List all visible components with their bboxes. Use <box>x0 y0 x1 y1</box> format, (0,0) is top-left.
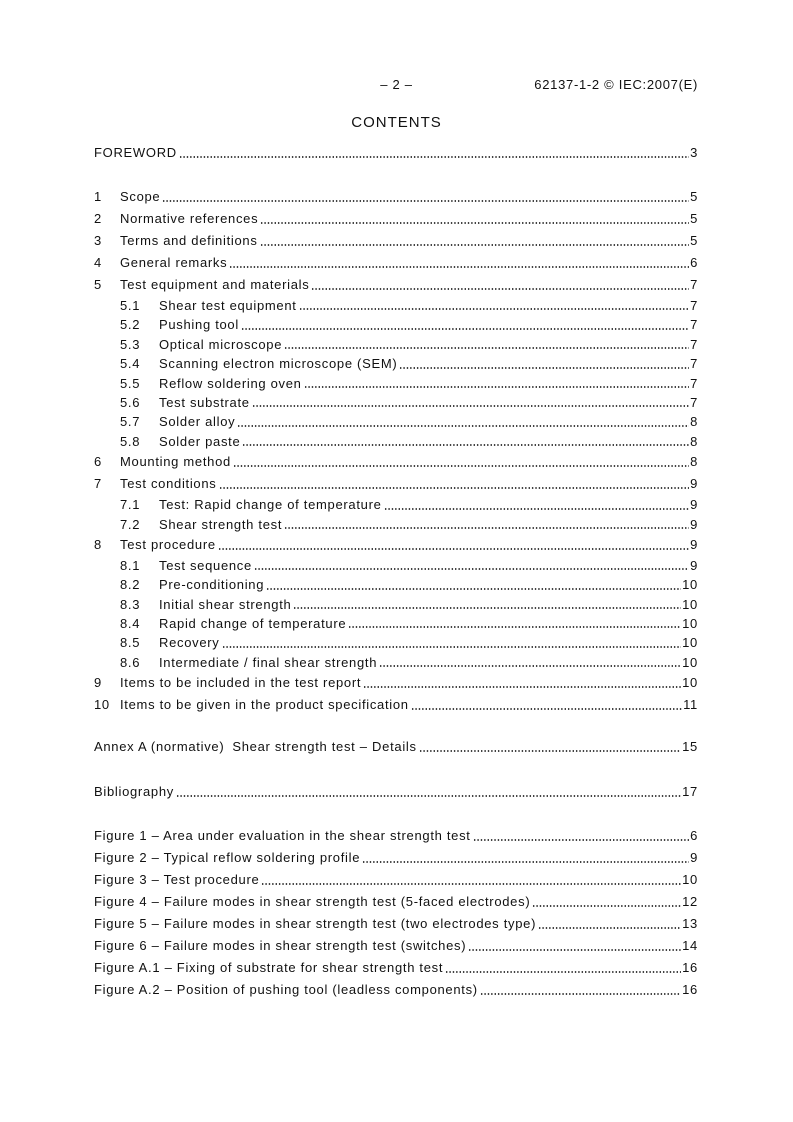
subclause-page: 7 <box>690 336 698 352</box>
toc-entry-clause-8 <box>94 534 698 556</box>
figure-title: Figure A.2 – Position of pushing tool (leadless components) <box>94 982 478 997</box>
subclause-page: 9 <box>690 497 698 513</box>
clause-page: 5 <box>690 233 698 248</box>
dot-leader <box>293 595 681 614</box>
clause-title: Scope <box>120 189 161 204</box>
toc-entry-clause-5-8 <box>94 432 698 451</box>
toc-entry-clause-5-1 <box>94 296 698 315</box>
toc-entry-clause-3 <box>94 230 698 252</box>
toc-entry-bibliography <box>94 781 698 803</box>
toc-entry-figure-6 <box>94 935 698 957</box>
subclause-number: 5.8 <box>120 433 141 449</box>
dot-leader <box>311 274 689 296</box>
subclause-page: 10 <box>682 596 698 612</box>
clause-title: Items to be given in the product specification <box>120 697 409 713</box>
toc-bibliography-block <box>94 781 698 803</box>
dot-leader <box>532 891 681 913</box>
dot-leader <box>480 979 681 1001</box>
toc-entry-figure-1 <box>94 825 698 847</box>
clause-number: 4 <box>94 255 102 270</box>
subclause-title: Initial shear strength <box>159 596 292 612</box>
figure-title: Figure 2 – Typical reflow soldering profile <box>94 850 361 865</box>
clause-page: 9 <box>690 536 698 552</box>
toc-clauses-block <box>94 186 698 716</box>
toc-entry-clause-4 <box>94 252 698 274</box>
clause-title: Normative references <box>120 211 259 226</box>
toc-entry-figure-a1 <box>94 957 698 979</box>
clause-page: 5 <box>690 211 698 226</box>
toc-entry-foreword <box>94 142 698 164</box>
dot-leader <box>252 393 689 412</box>
subclause-title: Test substrate <box>159 394 250 410</box>
clause-number: 3 <box>94 233 102 248</box>
subclause-number: 5.6 <box>120 394 141 410</box>
dot-leader <box>284 515 689 534</box>
subclause-page: 8 <box>690 414 698 430</box>
dot-leader <box>242 432 689 451</box>
subclause-page: 7 <box>690 356 698 372</box>
dot-leader <box>445 957 681 979</box>
dot-leader <box>241 315 689 334</box>
figure-title: Figure A.1 – Fixing of substrate for shear strength test <box>94 960 444 975</box>
clause-number: 2 <box>94 211 102 226</box>
toc-entry-clause-2 <box>94 208 698 230</box>
toc-entry-clause-1 <box>94 186 698 208</box>
toc-entry-clause-8-2 <box>94 575 698 594</box>
document-reference: 62137-1-2 © IEC:2007(E) <box>534 77 698 92</box>
toc-entry-clause-5-2 <box>94 315 698 334</box>
entry-page: 3 <box>690 145 698 160</box>
subclause-page: 10 <box>682 654 698 670</box>
dot-leader <box>261 869 681 891</box>
clause-title: Test conditions <box>120 476 217 492</box>
figure-page: 12 <box>682 894 698 909</box>
subclause-title: Intermediate / final shear strength <box>159 654 378 670</box>
subclause-title: Solder alloy <box>159 414 236 430</box>
subclause-page: 9 <box>690 557 698 573</box>
bibliography-title: Bibliography <box>94 784 174 799</box>
toc-entry-clause-6 <box>94 451 698 473</box>
clause-title: Test equipment and materials <box>120 277 310 292</box>
dot-leader <box>473 825 689 847</box>
toc-entry-clause-8-5 <box>94 633 698 652</box>
figure-page: 16 <box>682 960 698 975</box>
subclause-title: Test sequence <box>159 557 252 573</box>
subclause-number: 8.5 <box>120 635 141 651</box>
subclause-title: Shear test equipment <box>159 298 297 313</box>
subclause-page: 10 <box>682 577 698 593</box>
subclause-number: 5.4 <box>120 356 141 372</box>
subclause-page: 7 <box>690 394 698 410</box>
dot-leader <box>162 186 689 208</box>
toc-entry-clause-5 <box>94 274 698 296</box>
subclause-title: Recovery <box>159 635 220 651</box>
toc-entry-clause-5-5 <box>94 374 698 393</box>
dot-leader <box>299 296 689 315</box>
dot-leader <box>284 335 689 354</box>
toc-entry-figure-3 <box>94 869 698 891</box>
toc-entry-clause-9 <box>94 672 698 694</box>
clause-title: General remarks <box>120 255 228 270</box>
subclause-page: 10 <box>682 616 698 632</box>
dot-leader <box>399 354 689 373</box>
toc-entry-clause-7 <box>94 473 698 495</box>
toc-entry-clause-8-1 <box>94 556 698 575</box>
clause-title: Test procedure <box>120 536 216 552</box>
clause-number: 6 <box>94 454 102 470</box>
subclause-title: Optical microscope <box>159 336 283 352</box>
subclause-number: 8.3 <box>120 596 141 612</box>
dot-leader <box>362 847 689 869</box>
subclause-number: 5.2 <box>120 317 141 333</box>
subclause-title: Scanning electron microscope (SEM) <box>159 356 398 372</box>
dot-leader <box>222 633 682 652</box>
toc-entry-annex-a <box>94 736 698 758</box>
clause-page: 10 <box>682 675 698 691</box>
toc-entry-clause-10 <box>94 694 698 716</box>
dot-leader <box>363 672 681 694</box>
toc-entry-clause-5-7 <box>94 412 698 431</box>
contents-title: CONTENTS <box>351 114 442 131</box>
subclause-title: Shear strength test <box>159 516 283 532</box>
clause-page: 6 <box>690 255 698 270</box>
page-label: – 2 – <box>380 77 413 92</box>
dot-leader <box>304 374 689 393</box>
subclause-number: 5.1 <box>120 298 141 313</box>
clause-number: 9 <box>94 675 102 691</box>
figure-title: Figure 1 – Area under evaluation in the shear strength test <box>94 828 471 843</box>
subclause-page: 9 <box>690 516 698 532</box>
toc-entry-figure-a2 <box>94 979 698 1001</box>
toc-entry-clause-8-6 <box>94 653 698 672</box>
dot-leader <box>538 913 681 935</box>
dot-leader <box>419 736 681 758</box>
dot-leader <box>468 935 681 957</box>
figure-title: Figure 6 – Failure modes in shear strength test (switches) <box>94 938 467 953</box>
toc-entry-clause-5-4 <box>94 354 698 373</box>
dot-leader <box>254 556 689 575</box>
toc-annex-block <box>94 736 698 758</box>
bibliography-page: 17 <box>682 784 698 799</box>
subclause-page: 7 <box>690 298 698 313</box>
subclause-title: Reflow soldering oven <box>159 375 302 391</box>
clause-number: 8 <box>94 536 102 552</box>
dot-leader <box>229 252 689 274</box>
subclause-page: 10 <box>682 635 698 651</box>
toc-entry-clause-7-2 <box>94 515 698 534</box>
figure-page: 9 <box>690 850 698 865</box>
clause-number: 1 <box>94 189 102 204</box>
toc-entry-figure-2 <box>94 847 698 869</box>
figure-title: Figure 4 – Failure modes in shear strength test (5-faced electrodes) <box>94 894 531 909</box>
figure-page: 14 <box>682 938 698 953</box>
toc-entry-figure-4 <box>94 891 698 913</box>
figure-page: 13 <box>682 916 698 931</box>
figure-title: Figure 3 – Test procedure <box>94 872 260 887</box>
clause-page: 7 <box>690 277 698 292</box>
dot-leader <box>176 781 681 803</box>
clause-title: Mounting method <box>120 454 231 470</box>
clause-number: 5 <box>94 277 102 292</box>
dot-leader <box>237 412 689 431</box>
subclause-page: 8 <box>690 433 698 449</box>
toc-figures-block <box>94 825 698 1001</box>
subclause-title: Test: Rapid change of temperature <box>159 497 382 513</box>
subclause-number: 7.2 <box>120 516 141 532</box>
dot-leader <box>379 653 681 672</box>
dot-leader <box>266 575 681 594</box>
figure-page: 6 <box>690 828 698 843</box>
toc-foreword-block <box>94 142 698 164</box>
toc-entry-clause-8-3 <box>94 595 698 614</box>
annex-page: 15 <box>682 739 698 754</box>
dot-leader <box>219 473 690 495</box>
subclause-number: 8.2 <box>120 577 141 593</box>
subclause-number: 5.3 <box>120 336 141 352</box>
dot-leader <box>179 142 689 164</box>
clause-page: 8 <box>690 454 698 470</box>
toc-entry-clause-7-1 <box>94 495 698 514</box>
subclause-title: Solder paste <box>159 433 241 449</box>
clause-number: 10 <box>94 697 110 713</box>
toc-entry-clause-5-6 <box>94 393 698 412</box>
subclause-page: 7 <box>690 317 698 333</box>
toc-entry-clause-8-4 <box>94 614 698 633</box>
subclause-number: 5.5 <box>120 375 141 391</box>
clause-page: 5 <box>690 189 698 204</box>
figure-page: 10 <box>682 872 698 887</box>
dot-leader <box>348 614 681 633</box>
figure-title: Figure 5 – Failure modes in shear strength test (two electrodes type) <box>94 916 537 931</box>
dot-leader <box>411 694 682 716</box>
subclause-number: 8.4 <box>120 616 141 632</box>
entry-title: FOREWORD <box>94 145 177 160</box>
subclause-number: 7.1 <box>120 497 141 513</box>
annex-title: Shear strength test – Details <box>232 739 417 754</box>
dot-leader <box>260 208 689 230</box>
toc-entry-figure-5 <box>94 913 698 935</box>
subclause-title: Pre-conditioning <box>159 577 265 593</box>
clause-title: Terms and definitions <box>120 233 258 248</box>
subclause-page: 7 <box>690 375 698 391</box>
figure-page: 16 <box>682 982 698 997</box>
clause-page: 11 <box>683 697 698 713</box>
dot-leader <box>233 451 689 473</box>
dot-leader <box>218 534 689 556</box>
clause-number: 7 <box>94 476 102 492</box>
clause-title: Items to be included in the test report <box>120 675 362 691</box>
annex-label: Annex A (normative) <box>94 739 225 754</box>
dot-leader <box>384 495 690 514</box>
subclause-number: 8.6 <box>120 654 141 670</box>
subclause-number: 5.7 <box>120 414 141 430</box>
subclause-title: Rapid change of temperature <box>159 616 347 632</box>
subclause-title: Pushing tool <box>159 317 239 333</box>
dot-leader <box>260 230 690 252</box>
clause-page: 9 <box>690 476 698 492</box>
toc-entry-clause-5-3 <box>94 335 698 354</box>
subclause-number: 8.1 <box>120 557 141 573</box>
